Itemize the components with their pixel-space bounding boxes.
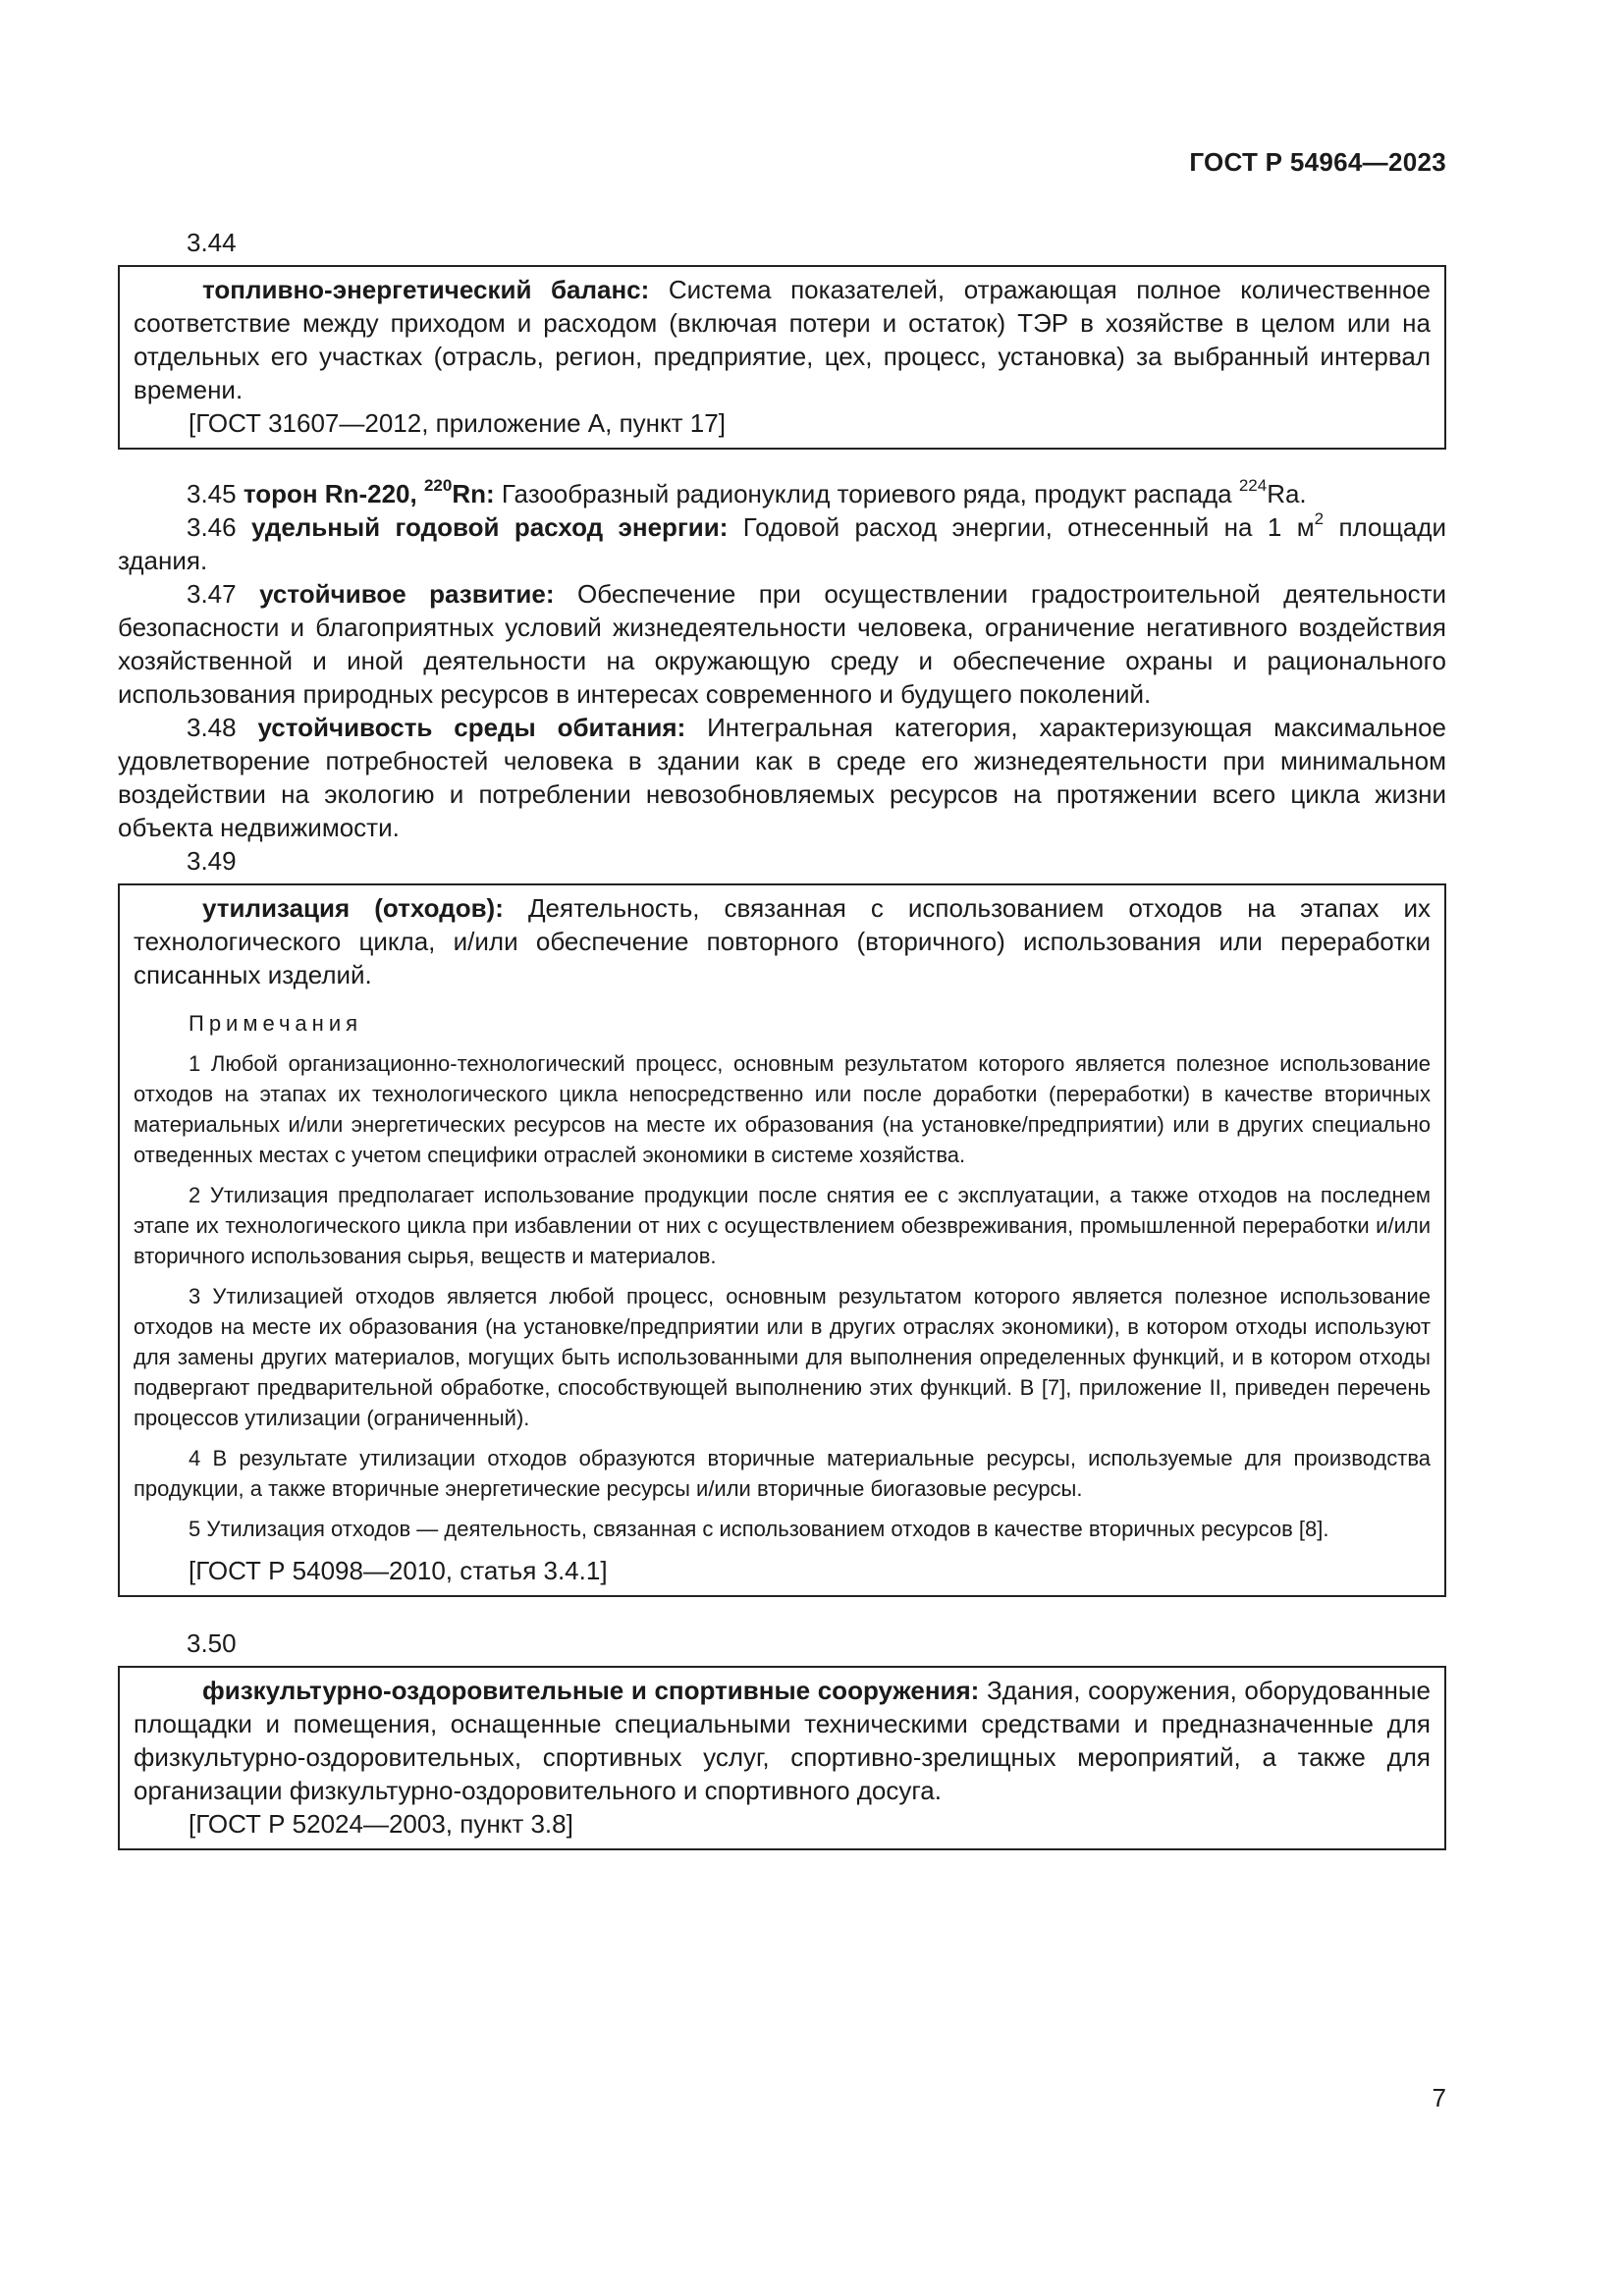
term-box-3-50 — [118, 1666, 1446, 1850]
note-1: 1 Любой организационно-технологический процесс, основным результатом которого является полезное использование отходов на этапах их технологического цикла непосредственно или после доработки (переработки) в качестве вторичных материальных и/или энергетических ресурсов на месте их образования (на установке/предприятии) или в других специально отведенных местах с учетом специфики отраслей экономики в системе хозяйства. — [134, 1051, 1431, 1167]
isotope-number: 224 — [1238, 476, 1268, 496]
term-text-3-48: Интегральная категория, характеризующая максимальное удовлетворение потребностей человека в здании как в среде его жизнедеятельности при минимальном воздействии на экологию и потреблении невозобновляемых ресурсов на протяжении всего цикла жизни объекта недвижимости. — [118, 713, 1447, 842]
note-3: 3 Утилизацией отходов является любой процесс, основным результатом которого является полезное использование отходов на месте их образования (на установке/предприятии или в других отраслях экономики), в котором отходы используют для замены других материалов, могущих быть использованными для выполнения определенных функций, и в котором отходы подвергают предварительной обработке, способствующей выполнению этих функций. В [7], приложение II, приведен перечень процессов утилизации (ограниченный). — [134, 1284, 1431, 1430]
document-code: ГОСТ Р 54964—2023 — [1189, 147, 1446, 177]
note-5: 5 Утилизация отходов — деятельность, связанная с использованием отходов в качестве вторичных ресурсов [8]. — [189, 1517, 1329, 1541]
term-name-3-47: устойчивое развитие: — [259, 579, 555, 609]
term-number-3-49: 3.49 — [187, 846, 237, 876]
term-number-3-50: 3.50 — [187, 1629, 237, 1658]
term-number-3-45: 3.45 — [187, 479, 237, 508]
term-number-3-44: 3.44 — [187, 228, 237, 257]
page-content — [118, 226, 1446, 1850]
term-name-3-49: утилизация (отходов): — [202, 893, 504, 923]
note-2: 2 Утилизация предполагает использование продукции после снятия ее с эксплуатации, а также отходов на последнем этапе их технологического цикла при избавлении от них с осуществлением обезвреживания, промышленной переработки и/или вторичного использования сырья, веществ и материалов. — [134, 1183, 1431, 1268]
term-definition-3-44 — [134, 273, 1431, 406]
term-box-3-44 — [118, 265, 1446, 450]
term-text-3-44: Система показателей, отражающая полное количественное соответствие между приходом и расходом (включая потери и остаток) ТЭР в хозяйстве в целом или на отдельных его участках (отрасль, регион, предприятие, цех, процесс, установка) за выбранный интервал времени. — [134, 275, 1431, 404]
term-box-3-49 — [118, 883, 1446, 1597]
term-text-3-49: Деятельность, связанная с использованием отходов на этапах их технологического цикла, и/или обеспечение повторного (вторичного) использования или переработки списанных изделий. — [134, 893, 1432, 989]
term-source-3-49: [ГОСТ Р 54098—2010, статья 3.4.1] — [189, 1556, 608, 1585]
term-3-48 — [118, 711, 1446, 844]
term-definition-3-50 — [134, 1674, 1431, 1807]
term-definition-3-49 — [134, 891, 1431, 991]
term-text-3-45: Газообразный радионуклид ториевого ряда, продукт распада — [501, 479, 1232, 508]
term-text-3-46: Годовой расход энергии, отнесенный на 1 м — [742, 512, 1315, 542]
term-3-46: 3.46 удельный годовой расход энергии: Годовой расход энергии, отнесенный на 1 $м^2$ площади здания. — [118, 509, 1446, 575]
term-name-3-46: удельный годовой расход энергии: — [251, 512, 729, 542]
note-4: 4 В результате утилизации отходов образуются вторичные материальные ресурсы, используемые для производства продукции, а также вторичные энергетические ресурсы и/или вторичные биогазовые ресурсы. — [134, 1446, 1431, 1501]
term-number-3-48: 3.48 — [187, 713, 237, 742]
term-source-3-50: [ГОСТ Р 52024—2003, пункт 3.8] — [189, 1809, 573, 1839]
term-number-3-46: 3.46 — [187, 512, 237, 542]
term-3-45: 3.45 торон Rn-220, $^{220}$Rn: Газообразный радионуклид ториевого ряда, продукт распада $^{224}$Ra. — [187, 476, 1307, 508]
term-name-3-45: торон Rn-220, $^{220}$Rn: — [243, 476, 495, 508]
unit-exponent: 2 — [1314, 509, 1325, 529]
term-text-3-47: Обеспечение при осуществлении градостроительной деятельности безопасности и благоприятных условий жизнедеятельности человека, ограничение негативного воздействия хозяйственной и иной деятельности на окружающую среду и обеспечение охраны и рационального использования природных ресурсов в интересах современного и будущего поколений. — [118, 579, 1447, 709]
term-name-3-48: устойчивость среды обитания: — [257, 713, 686, 742]
notes-heading: Примечания — [189, 1011, 363, 1036]
term-number-3-47: 3.47 — [187, 579, 237, 609]
term-source-3-44: [ГОСТ 31607—2012, приложение А, пункт 17] — [189, 408, 726, 438]
term-text-3-50: Здания, сооружения, оборудованные площадки и помещения, оснащенные специальными техническими средствами и предназначенные для физкультурно-оздоровительных, спортивных услуг, спортивно-зрелищных мероприятий, а также для организации физкультурно-оздоровительного и спортивного досуга. — [134, 1676, 1431, 1805]
term-3-47 — [118, 577, 1446, 711]
page-number: 7 — [1432, 2083, 1446, 2112]
term-name-3-50: физкультурно-оздоровительные и спортивные сооружения: — [202, 1676, 980, 1705]
term-name-3-44: топливно-энергетический баланс: — [202, 275, 650, 304]
